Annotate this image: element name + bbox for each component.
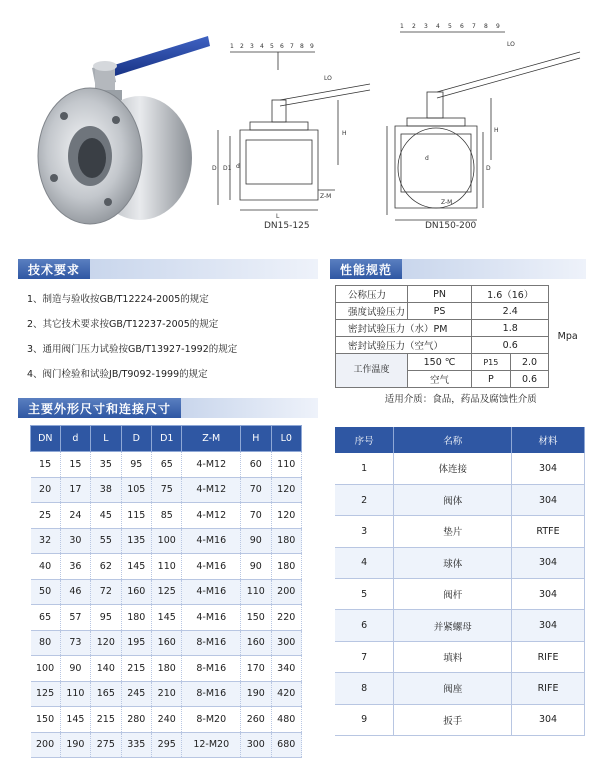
svg-text:7: 7 xyxy=(290,43,294,50)
dim-cell: 145 xyxy=(60,707,90,733)
dim-cell: 215 xyxy=(91,707,121,733)
performance-title: 性能规范 xyxy=(330,259,402,279)
table-row xyxy=(31,605,302,631)
dim-cell: 165 xyxy=(91,681,121,707)
svg-text:4: 4 xyxy=(260,43,264,50)
table-row xyxy=(335,453,585,484)
table-row xyxy=(31,656,302,682)
svg-text:4: 4 xyxy=(436,23,440,30)
requirement-item: 3、通用阀门压力试验按GB/T13927-1992的规定 xyxy=(27,344,238,355)
dim-cell: 120 xyxy=(91,630,121,656)
spec-label: 密封试验压力（空气） xyxy=(336,337,472,354)
part-cell: 1 xyxy=(335,453,394,484)
spec-label: 密封试验压力（水）PM xyxy=(336,320,472,337)
dim-cell: 300 xyxy=(271,630,302,656)
drawing-dn15-125 xyxy=(210,40,380,220)
svg-text:D: D xyxy=(212,165,217,172)
dim-cell: 190 xyxy=(60,732,90,758)
part-cell: 304 xyxy=(512,547,585,578)
dim-cell: 210 xyxy=(152,681,182,707)
table-row xyxy=(31,528,302,554)
part-cell: 体连接 xyxy=(394,453,512,484)
parts-table xyxy=(335,427,585,736)
air-number: 0.6 xyxy=(510,371,549,388)
dim-header-cell: Z-M xyxy=(182,426,241,452)
svg-text:3: 3 xyxy=(424,23,428,30)
dim-cell: 40 xyxy=(31,554,61,580)
dim-cell: 135 xyxy=(121,528,151,554)
dim-cell: 12-M20 xyxy=(182,732,241,758)
part-cell: 304 xyxy=(512,579,585,610)
dim-cell: 4-M12 xyxy=(182,452,241,478)
dim-cell: 110 xyxy=(152,554,182,580)
dim-cell: 190 xyxy=(241,681,271,707)
dimensions-table xyxy=(30,425,302,758)
dim-cell: 24 xyxy=(60,503,90,529)
part-cell: 7 xyxy=(335,641,394,672)
dim-cell: 85 xyxy=(152,503,182,529)
dim-cell: 90 xyxy=(241,528,271,554)
dim-cell: 215 xyxy=(121,656,151,682)
dim-cell: 30 xyxy=(60,528,90,554)
part-cell: 阀杆 xyxy=(394,579,512,610)
part-cell: RIFE xyxy=(512,673,585,704)
dim-cell: 8-M16 xyxy=(182,630,241,656)
dim-cell: 8-M16 xyxy=(182,656,241,682)
svg-text:8: 8 xyxy=(300,43,304,50)
dim-cell: 145 xyxy=(152,605,182,631)
dim-cell: 280 xyxy=(121,707,151,733)
svg-text:Z-M: Z-M xyxy=(320,193,332,200)
table-row xyxy=(31,630,302,656)
dim-cell: 110 xyxy=(271,452,302,478)
table-row xyxy=(31,732,302,758)
dim-cell: 110 xyxy=(60,681,90,707)
svg-text:1: 1 xyxy=(400,23,404,30)
part-cell: 304 xyxy=(512,610,585,641)
dim-header-cell: L0 xyxy=(271,426,302,452)
svg-text:2: 2 xyxy=(240,43,244,50)
dim-cell: 125 xyxy=(31,681,61,707)
dim-cell: 275 xyxy=(91,732,121,758)
part-cell: 304 xyxy=(512,484,585,515)
header-rule xyxy=(90,259,318,279)
part-cell: 304 xyxy=(512,704,585,735)
svg-text:H: H xyxy=(342,130,347,137)
svg-text:5: 5 xyxy=(448,23,452,30)
dim-cell: 4-M16 xyxy=(182,528,241,554)
table-row xyxy=(335,484,585,515)
spec-row xyxy=(336,286,587,303)
svg-text:2: 2 xyxy=(412,23,416,30)
dim-cell: 120 xyxy=(271,477,302,503)
dim-cell: 15 xyxy=(31,452,61,478)
dim-cell: 45 xyxy=(91,503,121,529)
dim-cell: 65 xyxy=(152,452,182,478)
spec-symbol: PS xyxy=(408,303,472,320)
tech-title: 技术要求 xyxy=(18,259,90,279)
dim-cell: 32 xyxy=(31,528,61,554)
temp-symbol: P15 xyxy=(472,354,511,371)
dim-cell: 73 xyxy=(60,630,90,656)
dim-cell: 150 xyxy=(31,707,61,733)
dim-cell: 8-M16 xyxy=(182,681,241,707)
dim-cell: 50 xyxy=(31,579,61,605)
dim-cell: 420 xyxy=(271,681,302,707)
svg-text:LO: LO xyxy=(507,41,515,48)
medium-note: 适用介质：食品，药品及腐蚀性介质 xyxy=(384,393,537,405)
temp-value: 150 ℃ xyxy=(408,354,472,371)
part-cell: RTFE xyxy=(512,516,585,547)
spec-label: 公称压力 xyxy=(336,286,408,303)
svg-text:5: 5 xyxy=(270,43,274,50)
dim-cell: 8-M20 xyxy=(182,707,241,733)
performance-header xyxy=(330,259,586,279)
part-cell: 5 xyxy=(335,579,394,610)
callout-1: 1 xyxy=(230,43,234,50)
part-cell: 阀座 xyxy=(394,673,512,704)
dim-cell: 115 xyxy=(121,503,151,529)
dim-cell: 160 xyxy=(241,630,271,656)
dim-cell: 35 xyxy=(91,452,121,478)
table-row xyxy=(335,579,585,610)
dim-header-cell: d xyxy=(60,426,90,452)
dim-cell: 65 xyxy=(31,605,61,631)
dim-cell: 195 xyxy=(121,630,151,656)
part-cell: 填料 xyxy=(394,641,512,672)
part-cell: 8 xyxy=(335,673,394,704)
dim-cell: 95 xyxy=(91,605,121,631)
spec-row xyxy=(336,354,587,371)
table-row xyxy=(335,704,585,735)
drawing-dn150-200 xyxy=(385,20,585,225)
svg-text:8: 8 xyxy=(484,23,488,30)
dimensions-title: 主要外形尺寸和连接尺寸 xyxy=(18,398,181,418)
requirement-item: 1、制造与验收按GB/T12224-2005的规定 xyxy=(27,294,209,305)
dim-cell: 4-M16 xyxy=(182,579,241,605)
dim-cell: 4-M12 xyxy=(182,503,241,529)
caption-dn150-200: DN150-200 xyxy=(425,221,477,231)
svg-text:L: L xyxy=(276,213,280,220)
requirement-item: 2、其它技术要求按GB/T12237-2005的规定 xyxy=(27,319,219,330)
dim-cell: 4-M12 xyxy=(182,477,241,503)
table-row xyxy=(31,477,302,503)
spec-row xyxy=(336,337,587,354)
dim-cell: 25 xyxy=(31,503,61,529)
dim-cell: 180 xyxy=(271,528,302,554)
dim-cell: 20 xyxy=(31,477,61,503)
table-row xyxy=(31,579,302,605)
spec-value: 2.4 xyxy=(472,303,549,320)
table-row xyxy=(31,452,302,478)
dim-cell: 170 xyxy=(241,656,271,682)
svg-text:7: 7 xyxy=(472,23,476,30)
dim-cell: 140 xyxy=(91,656,121,682)
dim-cell: 100 xyxy=(31,656,61,682)
tech-requirements-list xyxy=(27,294,317,394)
part-cell: 阀体 xyxy=(394,484,512,515)
svg-text:6: 6 xyxy=(460,23,464,30)
spec-value: 0.6 xyxy=(472,337,549,354)
dim-cell: 160 xyxy=(121,579,151,605)
caption-dn15-125: DN15-125 xyxy=(264,221,310,231)
dim-cell: 100 xyxy=(152,528,182,554)
part-cell: 6 xyxy=(335,610,394,641)
dim-cell: 300 xyxy=(241,732,271,758)
performance-table xyxy=(335,285,586,408)
table-row xyxy=(31,554,302,580)
temp-label: 工作温度 xyxy=(336,354,408,388)
dim-header-cell: H xyxy=(241,426,271,452)
unit-label: Mpa xyxy=(549,286,586,388)
svg-text:d: d xyxy=(236,163,240,170)
part-cell: 4 xyxy=(335,547,394,578)
svg-text:9: 9 xyxy=(310,43,314,50)
dim-cell: 125 xyxy=(152,579,182,605)
dim-cell: 90 xyxy=(60,656,90,682)
dim-cell: 95 xyxy=(121,452,151,478)
dim-cell: 62 xyxy=(91,554,121,580)
dim-cell: 38 xyxy=(91,477,121,503)
dim-cell: 17 xyxy=(60,477,90,503)
valve-photo xyxy=(20,8,210,233)
dim-cell: 150 xyxy=(241,605,271,631)
svg-text:H: H xyxy=(494,127,499,134)
header-rule xyxy=(181,398,318,418)
spec-label: 强度试验压力 xyxy=(336,303,408,320)
dim-cell: 15 xyxy=(60,452,90,478)
dim-cell: 200 xyxy=(271,579,302,605)
svg-text:3: 3 xyxy=(250,43,254,50)
table-row xyxy=(335,516,585,547)
part-cell: RIFE xyxy=(512,641,585,672)
dim-cell: 70 xyxy=(241,477,271,503)
spec-row xyxy=(336,303,587,320)
dim-cell: 46 xyxy=(60,579,90,605)
header-rule xyxy=(402,259,586,279)
dim-cell: 105 xyxy=(121,477,151,503)
table-row xyxy=(31,503,302,529)
dim-header-cell: DN xyxy=(31,426,61,452)
tech-header xyxy=(18,259,318,279)
dim-cell: 75 xyxy=(152,477,182,503)
dim-cell: 36 xyxy=(60,554,90,580)
dim-cell: 70 xyxy=(241,503,271,529)
dim-cell: 680 xyxy=(271,732,302,758)
svg-text:D: D xyxy=(486,165,491,172)
svg-text:D1: D1 xyxy=(223,165,232,172)
table-row xyxy=(335,547,585,578)
dim-cell: 90 xyxy=(241,554,271,580)
svg-text:6: 6 xyxy=(280,43,284,50)
dim-cell: 80 xyxy=(31,630,61,656)
dim-cell: 245 xyxy=(121,681,151,707)
dim-cell: 145 xyxy=(121,554,151,580)
table-row xyxy=(335,673,585,704)
dim-cell: 72 xyxy=(91,579,121,605)
part-header-cell: 序号 xyxy=(335,427,394,453)
dim-cell: 220 xyxy=(271,605,302,631)
dim-header-cell: L xyxy=(91,426,121,452)
part-cell: 9 xyxy=(335,704,394,735)
dim-cell: 340 xyxy=(271,656,302,682)
svg-text:Z-M: Z-M xyxy=(441,199,453,206)
part-cell: 垫片 xyxy=(394,516,512,547)
part-header-cell: 名称 xyxy=(394,427,512,453)
dim-cell: 55 xyxy=(91,528,121,554)
dim-cell: 180 xyxy=(121,605,151,631)
requirement-item: 4、阀门检验和试验JB/T9092-1999的规定 xyxy=(27,369,208,380)
dim-cell: 200 xyxy=(31,732,61,758)
dim-cell: 4-M16 xyxy=(182,605,241,631)
dim-cell: 240 xyxy=(152,707,182,733)
dim-cell: 120 xyxy=(271,503,302,529)
dim-header-cell: D xyxy=(121,426,151,452)
part-header-cell: 材料 xyxy=(512,427,585,453)
svg-text:LO: LO xyxy=(324,75,332,82)
spec-row xyxy=(336,320,587,337)
part-cell: 2 xyxy=(335,484,394,515)
dim-cell: 160 xyxy=(152,630,182,656)
dim-header-cell: D1 xyxy=(152,426,182,452)
air-label: 空气 xyxy=(408,371,472,388)
dim-cell: 57 xyxy=(60,605,90,631)
spec-value: 1.8 xyxy=(472,320,549,337)
part-cell: 304 xyxy=(512,453,585,484)
spec-value: 1.6（16） xyxy=(472,286,549,303)
dim-cell: 295 xyxy=(152,732,182,758)
table-row xyxy=(31,681,302,707)
svg-text:9: 9 xyxy=(496,23,500,30)
dim-cell: 60 xyxy=(241,452,271,478)
part-cell: 扳手 xyxy=(394,704,512,735)
dim-cell: 260 xyxy=(241,707,271,733)
dim-cell: 480 xyxy=(271,707,302,733)
table-row xyxy=(335,610,585,641)
table-row xyxy=(31,707,302,733)
dim-cell: 110 xyxy=(241,579,271,605)
part-cell: 球体 xyxy=(394,547,512,578)
dim-cell: 4-M16 xyxy=(182,554,241,580)
table-row xyxy=(335,641,585,672)
spec-symbol: PN xyxy=(408,286,472,303)
dim-cell: 335 xyxy=(121,732,151,758)
temp-number: 2.0 xyxy=(510,354,549,371)
dim-cell: 180 xyxy=(271,554,302,580)
dimensions-header xyxy=(18,398,318,418)
dim-cell: 180 xyxy=(152,656,182,682)
part-cell: 3 xyxy=(335,516,394,547)
svg-text:d: d xyxy=(425,155,429,162)
figure-area xyxy=(0,0,591,250)
air-symbol: P xyxy=(472,371,511,388)
part-cell: 并紧螺母 xyxy=(394,610,512,641)
